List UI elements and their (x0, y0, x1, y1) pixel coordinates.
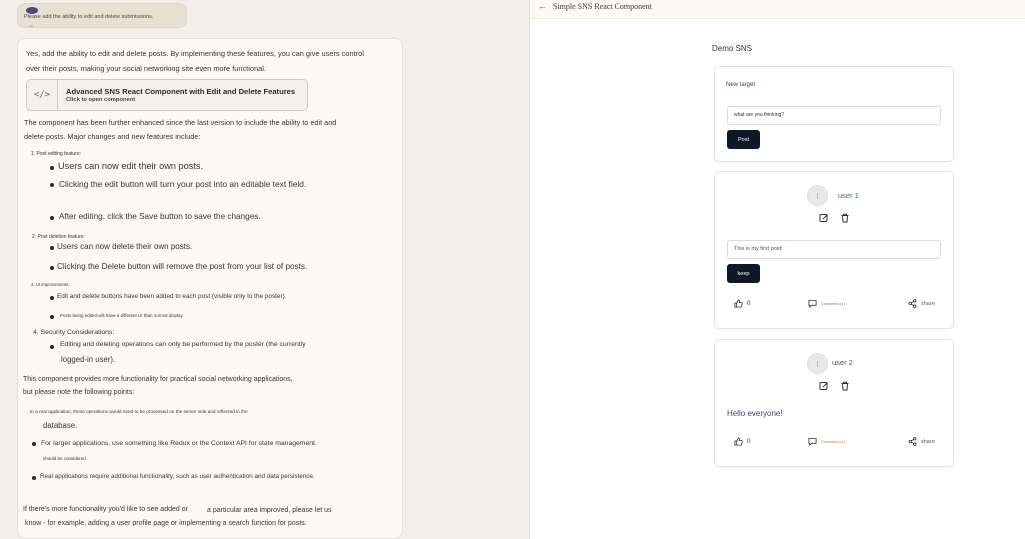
comments-label: Comments (1) (821, 301, 846, 306)
response-intro: Yes, add the ability to edit and delete posts. By implementing these features, you can give users control over their posts, making your social networking site even more functional. (26, 49, 364, 73)
bullet-icon (50, 166, 54, 170)
app-title: Demo SNS (712, 44, 753, 53)
section-4-bullet-1b: logged-in user). (61, 355, 116, 364)
compose-card (714, 66, 954, 162)
keep-button[interactable]: keep (727, 264, 760, 283)
comments-button[interactable] (808, 437, 845, 446)
note-1a: In a real application, these operations would need to be processed on the server side and reflected in the (30, 409, 248, 414)
share-icon (908, 437, 917, 446)
post-card (714, 339, 954, 467)
trash-icon[interactable] (840, 213, 850, 223)
like-button[interactable] (734, 437, 750, 446)
post-username: user 2 (832, 358, 853, 367)
more-line-1: This component provides more functionality for practical social networking applications, (23, 376, 293, 383)
code-icon: </> (27, 80, 58, 110)
share-button[interactable] (908, 299, 935, 308)
note-1b: database. (43, 421, 78, 430)
section-4-title: 4. Security Considerations: (33, 329, 115, 336)
section-2-title: 2. Post deletion feature: (32, 234, 85, 240)
user-avatar-icon (26, 7, 38, 14)
arrow-left-icon[interactable]: ← (538, 1, 547, 11)
edit-post-input[interactable]: This is my first post! (727, 240, 941, 259)
like-button[interactable] (734, 299, 750, 308)
bullet-icon (50, 296, 54, 300)
share-icon (908, 299, 917, 308)
bullet-icon (50, 266, 54, 270)
assistant-response (17, 38, 403, 539)
user-message-text: Please add the ability to edit and delete submissions. (24, 14, 154, 20)
note-2a: For larger applications, use something like Redux or the Context API for state management. (41, 440, 317, 447)
closing-line-2: know - for example, adding a user profile page or implementing a search function for posts. (25, 520, 307, 527)
comment-icon (808, 437, 817, 446)
comments-label: Comments (1) (821, 439, 846, 444)
bullet-icon (50, 246, 54, 250)
thumbs-up-icon (734, 437, 743, 446)
bullet-icon (50, 216, 54, 220)
comment-icon (808, 299, 817, 308)
summary-line-2: delete posts. Major changes and new features include: (24, 132, 201, 141)
closing-line-1a: If there's more functionality you'd like to see added or (23, 506, 188, 513)
avatar (807, 353, 828, 374)
like-count: 0 (747, 300, 751, 307)
like-count: 0 (747, 438, 751, 445)
preview-title: Simple SNS React Component (553, 2, 652, 11)
preview-header (530, 0, 1025, 19)
share-button[interactable] (908, 437, 935, 446)
section-2-bullet-2: Clicking the Delete button will remove the post from your list of posts. (57, 262, 308, 271)
comments-button[interactable] (808, 299, 845, 308)
post-card (714, 171, 954, 329)
section-1-bullet-1: Users can now edit their own posts. (58, 161, 204, 171)
post-button[interactable]: Post (727, 130, 760, 149)
artifact-title: Advanced SNS React Component with Edit and Delete Features (66, 87, 296, 96)
bullet-icon (50, 315, 54, 319)
avatar (807, 185, 828, 206)
message-marker-icon: ▭ (29, 23, 33, 28)
section-1-bullet-3: After editing, click the Save button to save the changes. (59, 212, 261, 221)
section-3-bullet-1: Edit and delete buttons have been added to each post (visible only to the poster). (57, 293, 287, 300)
section-1-title: 1. Post editing feature: (31, 151, 82, 157)
section-3-bullet-2: Posts being edited will have a different UI than normal display. (60, 313, 184, 318)
bullet-icon (32, 442, 36, 446)
artifact-preview-pane (529, 0, 1025, 539)
share-label: share (921, 438, 935, 445)
trash-icon[interactable] (840, 381, 850, 391)
section-4-bullet-1a: Editing and deleting operations can only be performed by the poster (the currently (60, 341, 306, 348)
note-2b: should be considered. (43, 456, 88, 461)
user-message-bubble (17, 3, 187, 28)
post-content: Hello everyone! (727, 409, 783, 418)
artifact-subtitle: Click to open component (66, 97, 136, 103)
section-3-title: 3. UI improvements: (31, 282, 70, 287)
pencil-icon[interactable] (819, 381, 829, 391)
note-3: Real applications require additional functionality, such as user authentication and data persistence. (40, 473, 315, 480)
thumbs-up-icon (734, 299, 743, 308)
more-line-2: but please note the following points: (23, 389, 135, 396)
section-1-bullet-2: Clicking the edit button will turn your post into an editable text field. (59, 179, 307, 189)
pencil-icon[interactable] (819, 213, 829, 223)
bullet-icon (50, 183, 54, 187)
compose-label: New target (726, 82, 756, 88)
bullet-icon (50, 345, 54, 349)
share-label: share (921, 300, 935, 307)
section-2-bullet-1: Users can now delete their own posts. (57, 242, 193, 251)
bullet-icon (32, 476, 36, 480)
artifact-card[interactable] (26, 79, 308, 111)
post-username: user 1 (838, 191, 859, 200)
closing-line-1b: a particular area improved, please let us (207, 507, 332, 514)
summary-line-1: The component has been further enhanced since the last version to include the ability to edit and (24, 118, 337, 127)
compose-input[interactable]: what are you thinking? (727, 106, 941, 125)
